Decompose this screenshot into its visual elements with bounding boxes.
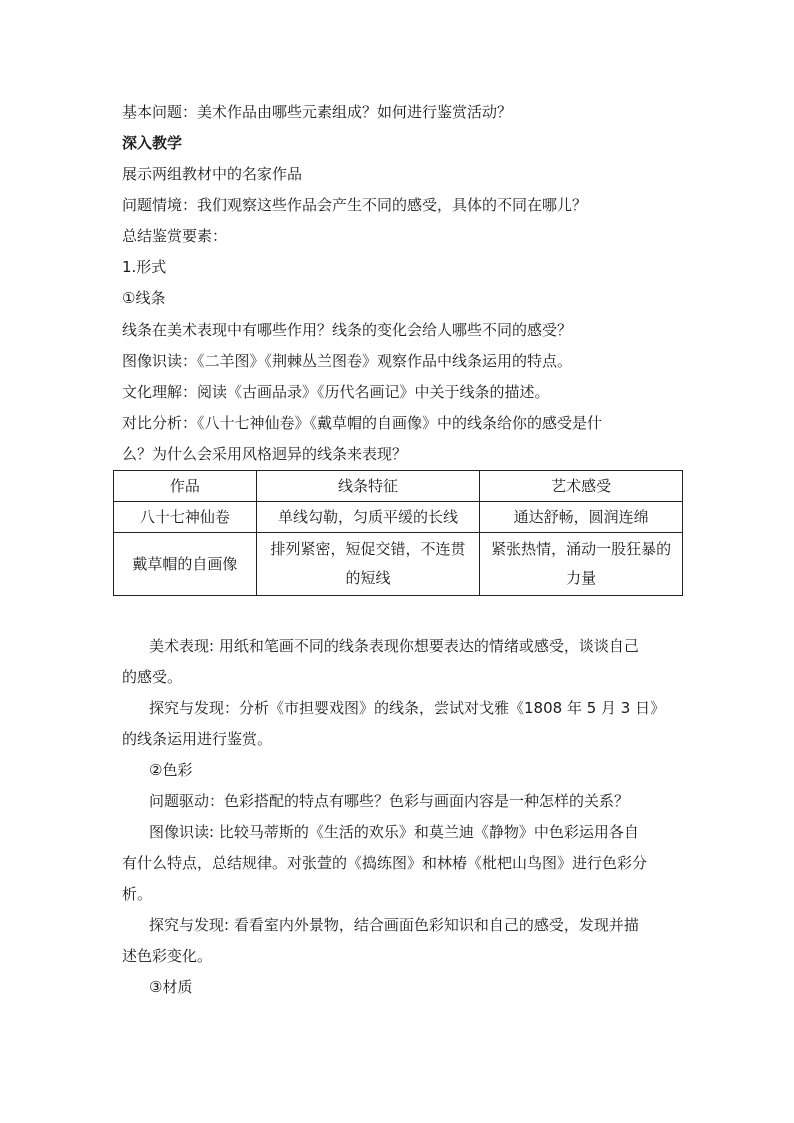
table-cell-feeling bbox=[480, 533, 683, 596]
paragraph-problem-driven: 问题驱动：色彩搭配的特点有哪些？色彩与画面内容是一种怎样的关系？ bbox=[149, 792, 630, 810]
table-row bbox=[114, 533, 683, 596]
table-header-feeling: 艺术感受 bbox=[480, 471, 683, 502]
paragraph-image-reading-color-1: 图像识读: 比较马蒂斯的《生活的欢乐》和莫兰迪《静物》中色彩运用各自 bbox=[149, 823, 639, 841]
paragraph-explore-2: 的线条运用进行鉴赏。 bbox=[122, 730, 273, 748]
paragraph-image-reading-color-2: 有什么特点，总结规律。对张萱的《捣练图》和林椿《枇杷山鸟图》进行色彩分 bbox=[122, 854, 648, 872]
table-cell-work: 戴草帽的自画像 bbox=[114, 533, 257, 596]
cell-text: 紧张热情，涌动一股狂暴的 bbox=[491, 540, 672, 558]
heading-color: ②色彩 bbox=[149, 761, 193, 779]
paragraph-line-function: 线条在美术表现中有哪些作用？线条的变化会给人哪些不同的感受？ bbox=[122, 321, 573, 339]
cell-text: 单线勾勒，匀质平缓的长线 bbox=[278, 507, 459, 526]
paragraph-culture-understanding: 文化理解：阅读《古画品录》《历代名画记》中关于线条的描述。 bbox=[122, 383, 550, 401]
paragraph-explore-color-2: 述色彩变化。 bbox=[122, 947, 213, 965]
line-comparison-table bbox=[113, 470, 683, 596]
paragraph-problem-situation: 问题情境：我们观察这些作品会产生不同的感受，具体的不同在哪儿？ bbox=[122, 196, 588, 214]
section-heading-deep-teaching: 深入教学 bbox=[122, 134, 183, 152]
table-header-row bbox=[114, 471, 683, 502]
paragraph-summary-elements: 总结鉴赏要素： bbox=[122, 227, 228, 245]
table-header-work: 作品 bbox=[114, 471, 257, 502]
paragraph-comparison-1: 对比分析：《八十七神仙卷》《戴草帽的自画像》中的线条给你的感受是什 bbox=[122, 414, 603, 432]
paragraph-art-expression-1: 美术表现: 用纸和笔画不同的线条表现你想要表达的情绪或感受，谈谈自己 bbox=[149, 637, 639, 655]
cell-text: 排列紧密，短促交错，不连贯 bbox=[270, 540, 466, 558]
cell-text: 的短线 bbox=[345, 569, 391, 587]
heading-material: ③材质 bbox=[149, 978, 193, 996]
paragraph-image-reading-color-3: 析。 bbox=[122, 885, 153, 903]
paragraph-art-expression-2: 的感受。 bbox=[122, 668, 183, 686]
table-cell-feature bbox=[256, 533, 480, 596]
cell-text: 通达舒畅，圆润连绵 bbox=[513, 507, 649, 526]
table-cell-feeling bbox=[480, 502, 683, 533]
table-header-feature: 线条特征 bbox=[256, 471, 480, 502]
table-cell-work: 八十七神仙卷 bbox=[114, 502, 257, 533]
cell-text: 力量 bbox=[566, 569, 597, 587]
paragraph-image-reading: 图像识读：《二羊图》《荆棘丛兰图卷》观察作品中线条运用的特点。 bbox=[122, 352, 573, 370]
paragraph-explore-color-1: 探究与发现: 看看室内外景物，结合画面色彩知识和自己的感受，发现并描 bbox=[149, 916, 639, 934]
heading-form: 1.形式 bbox=[122, 258, 167, 276]
basic-question: 基本问题：美术作品由哪些元素组成？如何进行鉴赏活动？ bbox=[122, 103, 513, 121]
paragraph-show-works: 展示两组教材中的名家作品 bbox=[122, 165, 303, 183]
paragraph-explore-1: 探究与发现：分析《市担婴戏图》的线条，尝试对戈雅《1808 年 5 月 3 日》 bbox=[149, 699, 666, 717]
table-row bbox=[114, 502, 683, 533]
paragraph-comparison-2: 么？为什么会采用风格迥异的线条来表现？ bbox=[122, 445, 408, 463]
heading-lines: ①线条 bbox=[122, 289, 166, 307]
table-cell-feature bbox=[256, 502, 480, 533]
